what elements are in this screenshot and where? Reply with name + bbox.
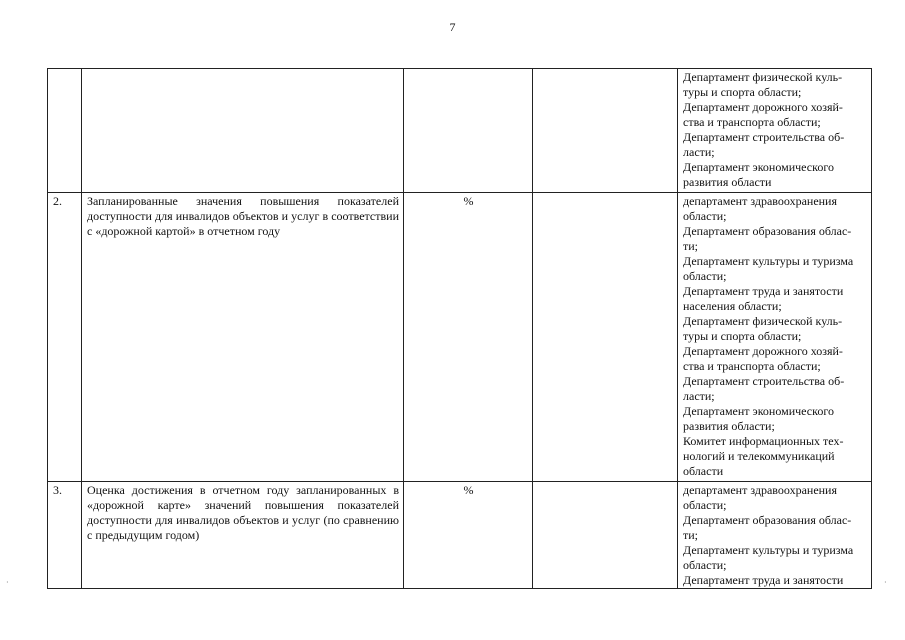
responsible-line: департамент здравоохранения bbox=[683, 483, 838, 497]
row-number bbox=[48, 69, 82, 193]
value-cell bbox=[533, 69, 678, 193]
responsible-line: Департамент дорожного хозяй- bbox=[683, 344, 843, 358]
unit-cell: % bbox=[404, 482, 533, 589]
responsible-line: туры и спорта области; bbox=[683, 329, 802, 343]
unit-cell bbox=[404, 69, 533, 193]
responsible-cell bbox=[678, 69, 872, 193]
responsible-line: области bbox=[683, 464, 724, 478]
responsible-line: нологий и телекоммуникаций bbox=[683, 449, 835, 463]
indicator-name bbox=[82, 69, 404, 193]
row-number: 2. bbox=[48, 193, 82, 482]
responsible-line: Департамент экономического bbox=[683, 160, 834, 174]
indicator-name: Оценка достижения в отчетном году запланированных в «дорожной карте» значений повышения показателей доступности для инвалидов объектов и услуг (по сравнению с предыдущим годом) bbox=[82, 482, 404, 589]
responsible-line: ства и транспорта области; bbox=[683, 359, 821, 373]
responsible-line: ти; bbox=[683, 528, 698, 542]
responsible-line: Департамент физической куль- bbox=[683, 314, 843, 328]
responsible-line: Департамент образования облас- bbox=[683, 224, 852, 238]
responsible-line: населения области; bbox=[683, 299, 782, 313]
responsible-cell bbox=[678, 193, 872, 482]
table-row bbox=[48, 482, 872, 589]
unit-cell: % bbox=[404, 193, 533, 482]
responsible-cell bbox=[678, 482, 872, 589]
responsible-line: области; bbox=[683, 209, 727, 223]
responsible-line: области; bbox=[683, 269, 727, 283]
responsible-line: ти; bbox=[683, 239, 698, 253]
responsible-line: ства и транспорта области; bbox=[683, 115, 821, 129]
value-cell bbox=[533, 482, 678, 589]
table-row bbox=[48, 69, 872, 193]
responsible-line: Департамент культуры и туризма bbox=[683, 543, 854, 557]
responsible-line: Департамент труда и занятости bbox=[683, 573, 844, 587]
indicator-name: Запланированные значения повышения показателей доступности для инвалидов объектов и услуг в соответствии с «дорожной картой» в отчетном году bbox=[82, 193, 404, 482]
table-row bbox=[48, 193, 872, 482]
value-cell bbox=[533, 193, 678, 482]
responsible-line: Департамент физической куль- bbox=[683, 70, 843, 84]
indicators-table bbox=[47, 68, 872, 589]
responsible-line: департамент здравоохранения bbox=[683, 194, 838, 208]
responsible-line: Департамент труда и занятости bbox=[683, 284, 844, 298]
responsible-line: развития области bbox=[683, 175, 772, 189]
responsible-line: Департамент строительства об- bbox=[683, 374, 845, 388]
responsible-line: области; bbox=[683, 558, 727, 572]
responsible-line: Департамент культуры и туризма bbox=[683, 254, 854, 268]
responsible-line: развития области; bbox=[683, 419, 775, 433]
responsible-line: туры и спорта области; bbox=[683, 85, 802, 99]
scan-mark-left: · bbox=[6, 578, 9, 587]
responsible-line: Департамент экономического bbox=[683, 404, 834, 418]
page-number: 7 bbox=[449, 20, 456, 34]
responsible-line: ласти; bbox=[683, 145, 715, 159]
responsible-line: Департамент образования облас- bbox=[683, 513, 852, 527]
responsible-line: Департамент дорожного хозяй- bbox=[683, 100, 843, 114]
responsible-line: Департамент строительства об- bbox=[683, 130, 845, 144]
scan-mark-right: · bbox=[884, 578, 887, 587]
responsible-line: ласти; bbox=[683, 389, 715, 403]
responsible-line: области; bbox=[683, 498, 727, 512]
responsible-line: Комитет информационных тех- bbox=[683, 434, 844, 448]
row-number: 3. bbox=[48, 482, 82, 589]
